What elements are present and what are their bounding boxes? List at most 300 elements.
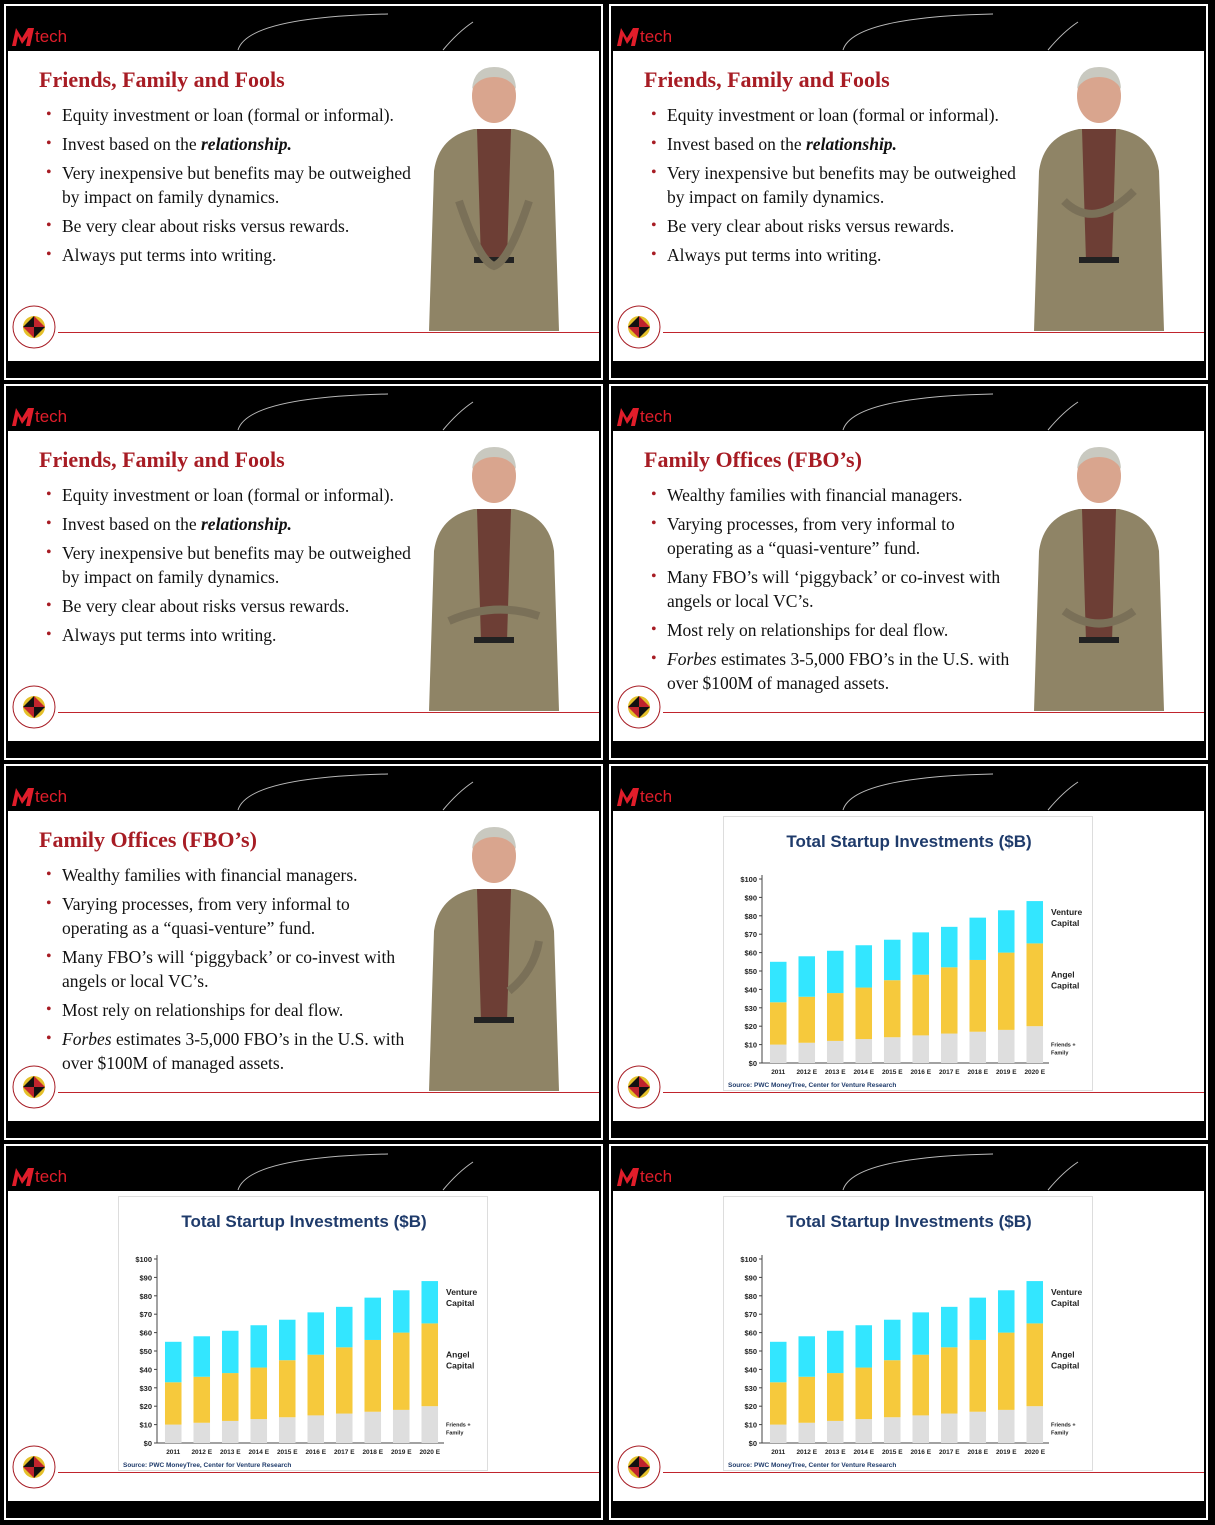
x-tick-label: 2017 E [938,1069,960,1076]
bar-segment [421,1281,438,1323]
mtech-logo [617,24,672,46]
bullet-item [46,132,416,156]
bar-segment [336,1307,353,1347]
bullet-item: • Very inexpensive but benefits may be outweighed by impact on family dynamics. [651,161,1021,209]
bar-segment [912,1312,929,1354]
y-tick-label: $90 [139,1273,152,1283]
x-tick-label: 2020 E [1024,1069,1046,1076]
bullet-list [651,103,1021,272]
header-bar [8,1148,599,1191]
logo-text: tech [35,787,68,806]
bar-segment [1026,1323,1043,1406]
university-seal-icon [617,685,661,729]
panel-inner [8,1148,599,1516]
legend-label-ff: Friends + [446,1422,471,1429]
presenter-figure [1024,441,1174,711]
mtech-logo [12,404,67,426]
header-bar [8,8,599,51]
swoosh-graphic [208,12,488,52]
m-logo-icon [12,408,34,426]
bar-segment [798,1336,815,1376]
university-seal-icon [617,1065,661,1109]
y-tick-label: $40 [744,1365,757,1375]
swoosh-graphic [208,1152,488,1192]
bullet-item [46,512,416,536]
bar-segment [393,1290,410,1332]
bar-segment [827,1421,844,1443]
m-logo-icon [12,788,34,806]
panel-inner [8,768,599,1136]
slide-content [613,1191,1204,1501]
y-tick-label: $40 [139,1365,152,1375]
bar-segment [998,1290,1015,1332]
bar-segment [193,1336,210,1376]
bar-segment [798,1377,815,1423]
divider-line [58,332,599,333]
bar-segment [998,953,1015,1030]
panel-4 [609,384,1208,760]
x-tick-label: 2014 E [853,1069,875,1076]
header-bar [8,768,599,811]
y-tick-label: $50 [744,1347,757,1356]
bullet-text: Invest based on the [667,134,806,154]
mtech-logo [12,24,67,46]
bullet-item: • Wealthy families with financial managers. [651,483,1021,507]
legend-label-vc: Venture [1051,907,1083,918]
panel-6 [609,764,1208,1140]
legend-label-ff: Family [1051,1430,1069,1437]
mtech-logo [617,784,672,806]
legend-label-ff: Friends + [1051,1422,1076,1429]
x-tick-label: 2013 E [824,1069,846,1076]
bar-segment [421,1323,438,1406]
y-tick-label: $80 [744,1291,757,1301]
x-tick-label: 2015 E [881,1449,903,1456]
bar-segment [912,932,929,974]
bullet-text: Invest based on the [62,514,201,534]
bullet-item: • Wealthy families with financial managers. [46,863,416,887]
divider-line [58,1092,599,1093]
m-logo-icon [12,28,34,46]
bar-segment [222,1421,239,1443]
bullet-text: Invest based on the [62,134,201,154]
bullet-item: • Varying processes, from very informal to operating as a “quasi-venture” fund. [651,512,1021,560]
panel-1 [4,4,603,380]
legend-label-angel: Angel [1051,1349,1075,1360]
m-logo-icon [617,28,639,46]
slide-content [613,811,1204,1121]
bullet-item: • Be very clear about risks versus rewards. [46,214,416,238]
bar-segment [798,997,815,1043]
bullet-text: estimates 3-5,000 FBO’s in the U.S. with over $100M of managed assets. [62,1029,405,1073]
y-tick-label: $70 [744,1310,757,1320]
chart-title: Total Startup Investments ($B) [786,832,1032,851]
y-tick-label: $20 [744,1022,757,1032]
header-bar [613,1148,1204,1191]
header-bar [613,388,1204,431]
bar-segment [421,1406,438,1443]
bullet-item [651,132,1021,156]
bar-segment [222,1331,239,1373]
bullet-emphasis: relationship. [201,514,292,534]
bar-segment [307,1355,324,1416]
bar-segment [855,988,872,1040]
bar-segment [884,1320,901,1360]
bar-segment [393,1410,410,1443]
x-tick-label: 2014 E [853,1449,875,1456]
swoosh-graphic [208,772,488,812]
swoosh-graphic [813,392,1093,432]
legend-label-vc: Capital [1051,1298,1080,1309]
bullet-item: • Equity investment or loan (formal or informal). [46,103,416,127]
bullet-item: • Always put terms into writing. [46,243,416,267]
bar-segment [998,910,1015,952]
legend-label-ff: Family [1051,1050,1069,1057]
x-tick-label: 2018 E [362,1449,384,1456]
m-logo-icon [617,788,639,806]
bar-segment [193,1377,210,1423]
y-tick-label: $60 [744,1328,757,1338]
bar-segment [279,1360,296,1417]
x-tick-label: 2017 E [333,1449,355,1456]
x-tick-label: 2018 E [967,1069,989,1076]
bar-segment [998,1333,1015,1410]
legend-label-angel: Angel [1051,969,1075,980]
y-tick-label: $60 [139,1328,152,1338]
presenter-figure [1024,61,1174,331]
chart-source: Source: PWC MoneyTree, Center for Venture Research [728,1082,897,1089]
x-tick-label: 2012 E [191,1449,213,1456]
y-tick-label: $100 [740,875,757,884]
bar-segment [941,1034,958,1063]
bar-segment [279,1417,296,1443]
bar-segment [912,1035,929,1063]
bullet-item: • Many FBO’s will ‘piggyback’ or co-invest with angels or local VC’s. [651,565,1021,613]
y-tick-label: $10 [744,1420,757,1430]
bar-segment [364,1340,381,1412]
bullet-emphasis: relationship. [806,134,897,154]
bar-segment [912,1355,929,1416]
bar-segment [250,1419,267,1443]
bar-segment [770,1002,787,1044]
bullet-item [651,647,1021,695]
bar-segment [222,1373,239,1421]
university-seal-icon [12,1065,56,1109]
bar-segment [165,1342,182,1382]
y-tick-label: $30 [744,1003,757,1013]
y-tick-label: $100 [135,1255,152,1264]
y-tick-label: $20 [139,1402,152,1412]
bar-segment [998,1410,1015,1443]
x-tick-label: 2011 [166,1449,181,1456]
swoosh-graphic [208,392,488,432]
x-tick-label: 2011 [771,1069,786,1076]
bar-segment [855,1419,872,1443]
university-seal-icon [12,1445,56,1489]
stacked-bar-chart [119,1197,489,1472]
logo-text: tech [35,1167,68,1186]
panel-inner [613,8,1204,376]
y-tick-label: $20 [744,1402,757,1412]
logo-text: tech [640,1167,673,1186]
bar-segment [855,1368,872,1420]
logo-text: tech [35,407,68,426]
bar-segment [250,1368,267,1420]
bar-segment [941,927,958,967]
stacked-bar-chart [724,817,1094,1092]
y-tick-label: $0 [748,1439,757,1448]
bar-segment [969,918,986,960]
bar-segment [798,1423,815,1443]
university-seal-icon [12,305,56,349]
mtech-logo [12,1164,67,1186]
slide-content [613,51,1204,361]
bullet-item: • Many FBO’s will ‘piggyback’ or co-invest with angels or local VC’s. [46,945,416,993]
bar-segment [364,1298,381,1340]
logo-text: tech [640,407,673,426]
slide-content [8,431,599,741]
panel-inner [613,388,1204,756]
bar-segment [336,1347,353,1413]
bar-segment [770,1045,787,1063]
bullet-italic: Forbes [62,1029,112,1049]
x-tick-label: 2018 E [967,1449,989,1456]
bar-segment [770,1342,787,1382]
mtech-logo [617,404,672,426]
chart-title: Total Startup Investments ($B) [786,1212,1032,1231]
y-tick-label: $40 [744,985,757,995]
m-logo-icon [617,408,639,426]
header-bar [613,768,1204,811]
chart-title: Total Startup Investments ($B) [181,1212,427,1231]
presenter-figure [419,441,569,711]
slide-title: Friends, Family and Fools [39,447,285,472]
y-tick-label: $80 [744,911,757,921]
slide-title: Family Offices (FBO’s) [39,827,257,852]
bullet-item: • Equity investment or loan (formal or informal). [46,483,416,507]
bar-segment [941,1347,958,1413]
bar-segment [1026,943,1043,1026]
bullet-item: • Most rely on relationships for deal flow. [651,618,1021,642]
x-tick-label: 2015 E [881,1069,903,1076]
bar-segment [855,1039,872,1063]
panel-2 [609,4,1208,380]
y-tick-label: $0 [143,1439,152,1448]
chart-container [118,1196,488,1471]
bar-segment [827,1373,844,1421]
legend-label-ff: Friends + [1051,1042,1076,1049]
logo-text: tech [35,27,68,46]
bar-segment [279,1320,296,1360]
x-tick-label: 2011 [771,1449,786,1456]
presenter-figure [419,61,569,331]
y-tick-label: $50 [744,967,757,976]
bar-segment [1026,1406,1043,1443]
legend-label-vc: Capital [1051,918,1080,929]
x-tick-label: 2016 E [910,1069,932,1076]
logo-text: tech [640,27,673,46]
legend-label-ff: Family [446,1430,464,1437]
legend-label-angel: Capital [1051,1360,1080,1371]
panel-7 [4,1144,603,1520]
y-tick-label: $70 [139,1310,152,1320]
bar-segment [884,1037,901,1063]
x-tick-label: 2016 E [305,1449,327,1456]
bullet-item: • Varying processes, from very informal to operating as a “quasi-venture” fund. [46,892,416,940]
divider-line [663,712,1204,713]
bar-segment [941,1307,958,1347]
bar-segment [193,1423,210,1443]
bar-segment [770,962,787,1002]
slide-title: Friends, Family and Fools [644,67,890,92]
bar-segment [770,1425,787,1443]
bar-segment [884,980,901,1037]
bar-segment [393,1333,410,1410]
x-tick-label: 2013 E [824,1449,846,1456]
y-tick-label: $60 [744,948,757,958]
x-tick-label: 2019 E [995,1069,1017,1076]
y-tick-label: $0 [748,1059,757,1068]
bar-segment [770,1382,787,1424]
y-tick-label: $70 [744,930,757,940]
panel-inner [613,768,1204,1136]
bullet-list [46,483,416,652]
legend-label-angel: Capital [446,1360,475,1371]
slide-content [8,51,599,361]
chart-container [723,1196,1093,1471]
bullet-list [46,103,416,272]
slide-content [8,811,599,1121]
bar-segment [827,1041,844,1063]
bar-segment [798,1043,815,1063]
x-tick-label: 2015 E [276,1449,298,1456]
panel-inner [8,388,599,756]
bullet-italic: Forbes [667,649,717,669]
slide-title: Friends, Family and Fools [39,67,285,92]
divider-line [663,1472,1204,1473]
header-bar [613,8,1204,51]
panel-inner [613,1148,1204,1516]
bar-segment [884,940,901,980]
y-tick-label: $90 [744,1273,757,1283]
bar-segment [855,945,872,987]
bullet-item: • Be very clear about risks versus rewards. [46,594,416,618]
panel-3 [4,384,603,760]
x-tick-label: 2017 E [938,1449,960,1456]
x-tick-label: 2014 E [248,1449,270,1456]
mtech-logo [617,1164,672,1186]
bullet-item: • Always put terms into writing. [651,243,1021,267]
slide-title: Family Offices (FBO’s) [644,447,862,472]
y-tick-label: $10 [139,1420,152,1430]
bar-segment [165,1425,182,1443]
bar-segment [884,1417,901,1443]
bar-segment [912,1415,929,1443]
bar-segment [969,1340,986,1412]
bullet-item: • Be very clear about risks versus rewards. [651,214,1021,238]
bar-segment [827,951,844,993]
slide-content [613,431,1204,741]
bar-segment [912,975,929,1036]
chart-container [723,816,1093,1091]
bullet-item: • Most rely on relationships for deal flow. [46,998,416,1022]
swoosh-graphic [813,1152,1093,1192]
y-tick-label: $100 [740,1255,757,1264]
bar-segment [884,1360,901,1417]
slide-content [8,1191,599,1501]
bar-segment [798,956,815,996]
bar-segment [1026,1281,1043,1323]
y-tick-label: $10 [744,1040,757,1050]
bar-segment [969,1032,986,1063]
x-tick-label: 2012 E [796,1069,818,1076]
bar-segment [165,1382,182,1424]
bar-segment [1026,901,1043,943]
header-bar [8,388,599,431]
bar-segment [307,1312,324,1354]
slide-grid [4,4,1211,1521]
bar-segment [855,1325,872,1367]
y-tick-label: $90 [744,893,757,903]
bullet-text: estimates 3-5,000 FBO’s in the U.S. with over $100M of managed assets. [667,649,1010,693]
divider-line [663,1092,1204,1093]
bar-segment [827,993,844,1041]
x-tick-label: 2019 E [390,1449,412,1456]
legend-label-angel: Capital [1051,980,1080,991]
presenter-figure [419,821,569,1091]
panel-8 [609,1144,1208,1520]
y-tick-label: $80 [139,1291,152,1301]
university-seal-icon [617,305,661,349]
legend-label-angel: Angel [446,1349,470,1360]
university-seal-icon [617,1445,661,1489]
bar-segment [827,1331,844,1373]
panel-inner [8,8,599,376]
y-tick-label: $50 [139,1347,152,1356]
x-tick-label: 2012 E [796,1449,818,1456]
bar-segment [364,1412,381,1443]
bullet-emphasis: relationship. [201,134,292,154]
bar-segment [969,1298,986,1340]
logo-text: tech [640,787,673,806]
x-tick-label: 2020 E [1024,1449,1046,1456]
bullet-list [651,483,1021,700]
stacked-bar-chart [724,1197,1094,1472]
m-logo-icon [617,1168,639,1186]
y-tick-label: $30 [744,1383,757,1393]
bullet-item: • Very inexpensive but benefits may be outweighed by impact on family dynamics. [46,541,416,589]
bullet-item: • Very inexpensive but benefits may be outweighed by impact on family dynamics. [46,161,416,209]
y-tick-label: $30 [139,1383,152,1393]
bullet-item: • Always put terms into writing. [46,623,416,647]
bar-segment [969,960,986,1032]
divider-line [58,1472,599,1473]
chart-source: Source: PWC MoneyTree, Center for Venture Research [728,1462,897,1469]
x-tick-label: 2016 E [910,1449,932,1456]
swoosh-graphic [813,12,1093,52]
chart-source: Source: PWC MoneyTree, Center for Venture Research [123,1462,292,1469]
divider-line [663,332,1204,333]
university-seal-icon [12,685,56,729]
bar-segment [941,1414,958,1443]
bullet-item: • Equity investment or loan (formal or informal). [651,103,1021,127]
panel-5 [4,764,603,1140]
divider-line [58,712,599,713]
bar-segment [250,1325,267,1367]
bar-segment [1026,1026,1043,1063]
bar-segment [969,1412,986,1443]
bar-segment [307,1415,324,1443]
